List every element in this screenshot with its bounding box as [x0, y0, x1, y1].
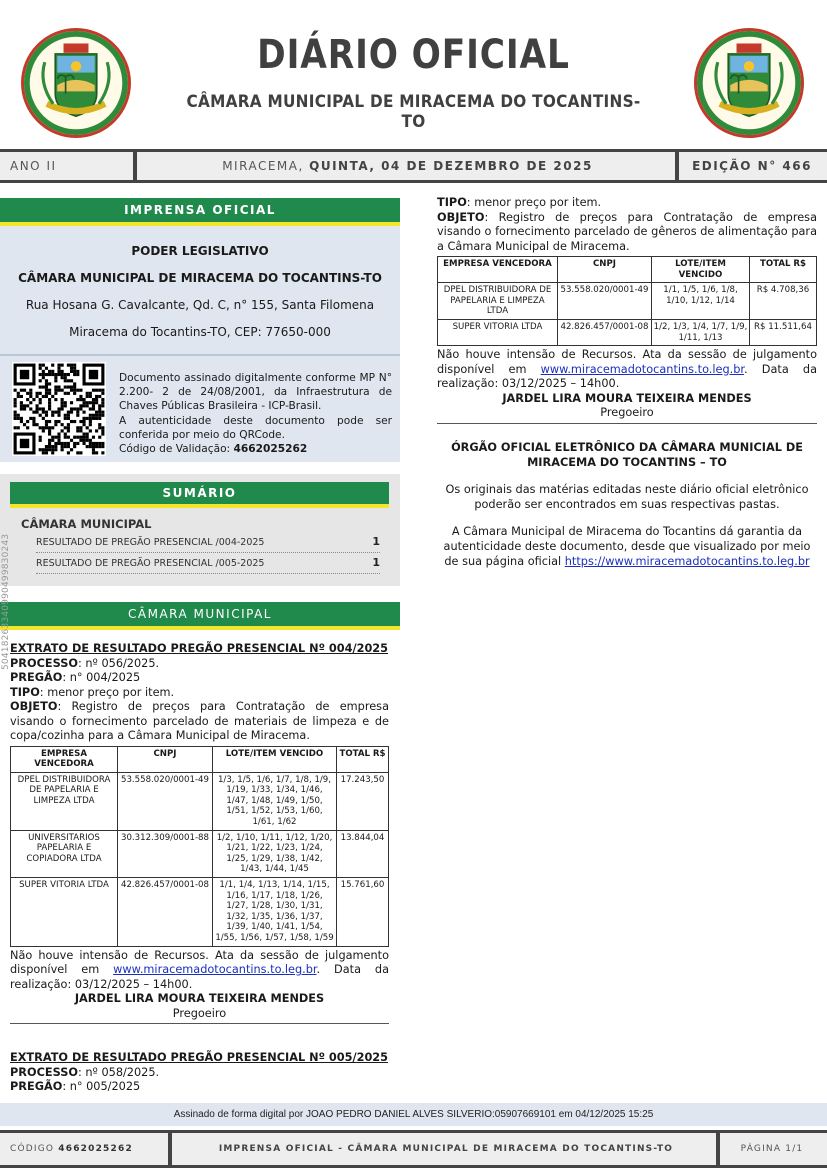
- cell-cnpj: 30.312.309/0001-88: [118, 830, 213, 877]
- footer-code: [10, 1133, 133, 1165]
- divider: [168, 1133, 172, 1165]
- official-organ-notice: [437, 440, 817, 569]
- summary-item-page: 1: [372, 556, 380, 569]
- table-row: [438, 319, 817, 345]
- article-title: EXTRATO DE RESULTADO PREGÃO PRESENCIAL Nº 005/2025: [10, 1051, 389, 1064]
- cell-company: SUPER VITORIA LTDA: [438, 319, 558, 345]
- table-row: [11, 772, 389, 830]
- publisher-address: Rua Hosana G. Cavalcante, Qd. C, n° 155, Santa Filomena: [25, 298, 375, 312]
- column-header: EMPRESA VENCEDORA: [11, 746, 118, 772]
- cell-total: 15.761,60: [337, 878, 389, 947]
- results-table: [437, 256, 817, 346]
- footer-code-value: 4662025262: [58, 1144, 133, 1154]
- minutes-link[interactable]: www.miracemadotocantins.to.leg.br: [540, 362, 745, 376]
- column-header: CNPJ: [558, 257, 652, 283]
- minutes-link[interactable]: www.miracemadotocantins.to.leg.br: [113, 963, 317, 977]
- table-header-row: [11, 746, 389, 772]
- notice-originals: Os originais das matérias editadas neste diário oficial eletrônico poderão ser encontrados em suas respectivas pastas.: [445, 483, 809, 511]
- signer-name: JARDEL LIRA MOURA TEIXEIRA MENDES: [502, 391, 752, 405]
- cell-items: 1/3, 1/5, 1/6, 1/7, 1/8, 1/9, 1/19, 1/33, 1/34, 1/46, 1/47, 1/48, 1/49, 1/50, 1/51, 1/52, 1/53, 1/60, 1/61, 1/62: [213, 772, 337, 830]
- footer-publisher: IMPRENSA OFICIAL - CÂMARA MUNICIPAL DE MIRACEMA DO TOCANTINS-TO: [218, 1144, 674, 1154]
- column-header: LOTE/ITEM VENCIDO: [652, 257, 750, 283]
- municipal-seal-right: [694, 28, 804, 138]
- pregao-label: PREGÃO: [10, 671, 63, 684]
- table-row: [11, 830, 389, 877]
- table-row: [438, 283, 817, 320]
- summary-item-title: RESULTADO DE PREGÃO PRESENCIAL /005-2025: [36, 558, 265, 569]
- signature-statement: Documento assinado digitalmente conforme MP N° 2.200- 2 de 24/08/2001, da Infraestrutura de Chaves Públicas Brasileira - ICP-Brasil.: [119, 372, 392, 413]
- processo-value: : nº 056/2025.: [77, 656, 160, 670]
- cell-company: UNIVERSITARIOS PAPELARIA E COPIADORA LTDA: [11, 830, 118, 877]
- table-header-row: [438, 257, 817, 283]
- imprensa-oficial-heading: IMPRENSA OFICIAL: [0, 198, 400, 226]
- coat-of-arms-icon: [697, 31, 801, 135]
- pregao-value: : n° 005/2025: [62, 1080, 141, 1093]
- digital-signature-stamp: Assinado de forma digital por JOAO PEDRO DANIEL ALVES SILVERIO:05907669101 em 04/12/2025 15:25: [0, 1103, 827, 1126]
- column-header: CNPJ: [118, 746, 213, 772]
- column-header: TOTAL R$: [337, 746, 389, 772]
- edition-info-bar: [0, 149, 827, 183]
- publisher-name: CÂMARA MUNICIPAL DE MIRACEMA DO TOCANTINS-TO: [18, 271, 382, 285]
- processo-label: PROCESSO: [10, 1065, 78, 1079]
- notice-title: ÓRGÃO OFICIAL ELETRÔNICO DA CÂMARA MUNICIAL DE MIRACEMA DO TOCANTINS – TO: [451, 441, 803, 469]
- document-hash: 50418263340990499830243: [1, 533, 11, 670]
- publisher-info: [0, 226, 400, 356]
- appeal-note: Não houve intensão de Recursos. Ata da sessão de julgamento disponível em: [437, 348, 817, 376]
- cell-company: SUPER VITORIA LTDA: [11, 878, 118, 947]
- cell-items: 1/2, 1/3, 1/4, 1/7, 1/9, 1/11, 1/13: [652, 319, 750, 345]
- page-footer: [0, 1130, 827, 1168]
- objeto-value: : Registro de preços para Contratação de empresa visando o fornecimento parcelado de gêneros de alimentação para a Câmara Municipal de Miracema.: [437, 210, 817, 253]
- tipo-label: TIPO: [10, 685, 40, 699]
- cell-cnpj: 42.826.457/0001-08: [558, 319, 652, 345]
- objeto-label: OBJETO: [10, 700, 58, 713]
- summary-item-page: 1: [372, 535, 380, 548]
- divider: [716, 1133, 720, 1165]
- page-title: DIÁRIO OFICIAL: [257, 32, 570, 78]
- article-pregao-005: [10, 1051, 389, 1095]
- digital-signature-box: [0, 356, 400, 462]
- date-label: QUINTA, 04 DE DEZEMBRO DE 2025: [309, 159, 593, 173]
- qr-code[interactable]: [12, 362, 106, 456]
- article-pregao-005-continued: [437, 196, 817, 424]
- signature-verification: A autenticidade deste documento pode ser conferida por meio do QRCode.: [119, 414, 392, 441]
- session-date: . Data da realização: 03/12/2025 – 14h00.: [10, 963, 390, 991]
- pregao-label: PREGÃO: [10, 1080, 63, 1093]
- publisher-power: PODER LEGISLATIVO: [131, 244, 269, 258]
- article-pregao-004: [10, 642, 389, 1024]
- cell-company: DPEL DISTRIBUIDORA DE PAPELARIA E LIMPEZA LTDA: [11, 772, 118, 830]
- tipo-value: : menor preço por item.: [39, 685, 175, 699]
- validation-code-label: Código de Validação:: [119, 443, 231, 456]
- notice-authenticity: A Câmara Municipal de Miracema do Tocantins dá garantia da autenticidade deste documento, desde que visualizado por meio de sua página oficial: [443, 525, 811, 568]
- section-heading: CÂMARA MUNICIPAL: [0, 602, 400, 630]
- cell-total: R$ 11.511,64: [750, 319, 817, 345]
- table-row: [11, 878, 389, 947]
- cell-total: R$ 4.708,36: [750, 283, 817, 320]
- cell-items: 1/1, 1/5, 1/6, 1/8, 1/10, 1/12, 1/14: [652, 283, 750, 320]
- edition-date: [140, 152, 675, 180]
- cell-cnpj: 42.826.457/0001-08: [118, 878, 213, 947]
- session-date: . Data da realização: 03/12/2025 – 14h00.: [437, 362, 818, 391]
- signer-role: Pregoeiro: [10, 1007, 389, 1025]
- summary-category: CÂMARA MUNICIPAL: [21, 517, 152, 531]
- publisher-city: Miracema do Tocantins-TO, CEP: 77650-000: [69, 325, 331, 339]
- validation-code: 4662025262: [233, 443, 308, 456]
- cell-company: DPEL DISTRIBUIDORA DE PAPELARIA E LIMPEZA LTDA: [438, 283, 558, 320]
- summary-item[interactable]: [36, 554, 380, 574]
- tipo-value: : menor preço por item.: [466, 196, 602, 209]
- cell-cnpj: 53.558.020/0001-49: [118, 772, 213, 830]
- cell-cnpj: 53.558.020/0001-49: [558, 283, 652, 320]
- column-header: LOTE/ITEM VENCIDO: [213, 746, 337, 772]
- cell-items: 1/1, 1/4, 1/13, 1/14, 1/15, 1/16, 1/17, 1/18, 1/26, 1/27, 1/28, 1/30, 1/31, 1/32, 1/35, 1/36, 1/37, 1/39, 1/40, 1/41, 1/54, 1/55, 1/56, 1/57, 1/58, 1/59: [213, 878, 337, 947]
- signer-name: JARDEL LIRA MOURA TEIXEIRA MENDES: [74, 992, 325, 1006]
- page-number: PÁGINA 1/1: [740, 1144, 804, 1154]
- appeal-note: Não houve intensão de Recursos. Ata da sessão de julgamento disponível em: [10, 948, 389, 977]
- summary-item[interactable]: [36, 533, 380, 553]
- processo-value: : nº 058/2025.: [77, 1065, 160, 1079]
- summary-heading: SUMÁRIO: [10, 482, 389, 508]
- edition-number: EDIÇÃO N° 466: [692, 159, 812, 173]
- city-label: MIRACEMA,: [222, 159, 304, 173]
- column-header: EMPRESA VENCEDORA: [438, 257, 558, 283]
- processo-label: PROCESSO: [10, 656, 78, 670]
- results-table: [10, 746, 389, 947]
- cell-total: 13.844,04: [337, 830, 389, 877]
- signer-role: Pregoeiro: [437, 406, 817, 424]
- tipo-label: TIPO: [437, 196, 467, 209]
- coat-of-arms-icon: [24, 31, 128, 135]
- official-site-link[interactable]: https://www.miracemadotocantins.to.leg.br: [564, 555, 810, 568]
- qr-code-icon: [12, 362, 106, 456]
- cell-items: 1/2, 1/10, 1/11, 1/12, 1/20, 1/21, 1/22, 1/23, 1/24, 1/25, 1/29, 1/38, 1/42, 1/43, 1/44, 1/45: [213, 830, 337, 877]
- summary-box: [0, 474, 400, 586]
- municipal-seal-left: [21, 28, 131, 138]
- divider: [675, 152, 679, 180]
- summary-item-title: RESULTADO DE PREGÃO PRESENCIAL /004-2025: [36, 537, 265, 548]
- signature-text: [119, 371, 392, 456]
- column-header: TOTAL R$: [750, 257, 817, 283]
- cell-total: 17.243,50: [337, 772, 389, 830]
- year-label: ANO II: [10, 159, 57, 173]
- footer-code-label: CÓDIGO: [10, 1144, 55, 1154]
- objeto-label: OBJETO: [437, 210, 485, 224]
- article-title: EXTRATO DE RESULTADO PREGÃO PRESENCIAL Nº 004/2025: [10, 642, 389, 655]
- page-subtitle: CÂMARA MUNICIPAL DE MIRACEMA DO TOCANTINS-TO: [186, 92, 641, 132]
- divider: [133, 152, 137, 180]
- pregao-value: : n° 004/2025: [62, 671, 141, 684]
- objeto-value: : Registro de preços para Contratação de empresa visando o fornecimento parcelado de materiais de limpeza e de copa/cozinha para a Câmara Municipal de Miracema.: [10, 700, 389, 742]
